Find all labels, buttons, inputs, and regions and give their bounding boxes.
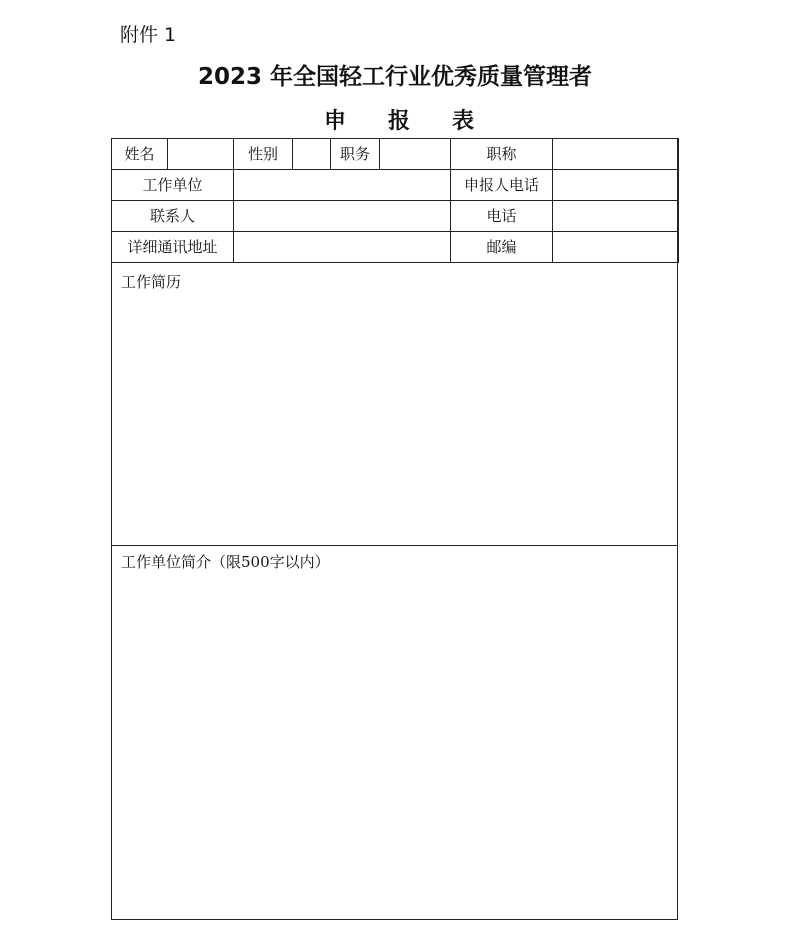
title-field[interactable]: [553, 139, 679, 170]
subtitle-char-3: 表: [451, 108, 474, 134]
table-row: [112, 170, 679, 201]
info-table: [111, 138, 679, 263]
employer-profile-section: [112, 546, 677, 919]
table-row: [112, 232, 679, 263]
subtitle-char-2: 报: [387, 108, 410, 134]
subtitle-char-1: 申: [324, 108, 347, 134]
employer-profile-field[interactable]: [112, 576, 677, 919]
name-field[interactable]: [168, 139, 234, 170]
application-form: [111, 138, 678, 920]
address-field[interactable]: [234, 232, 451, 263]
form-title: 2023 年全国轻工行业优秀质量管理者: [197, 64, 593, 90]
resume-field[interactable]: [112, 296, 677, 545]
title-label: 职称: [451, 139, 553, 170]
postcode-field[interactable]: [553, 232, 679, 263]
table-row: [112, 139, 679, 170]
employer-profile-label: 工作单位简介（限500字以内）: [121, 553, 330, 571]
gender-field[interactable]: [293, 139, 331, 170]
name-label: 姓名: [112, 139, 168, 170]
resume-label: 工作简历: [121, 273, 182, 291]
applicant-phone-label: 申报人电话: [451, 170, 553, 201]
position-field[interactable]: [380, 139, 451, 170]
attachment-label: 附件 1: [120, 24, 177, 46]
phone-label: 电话: [451, 201, 553, 232]
form-subtitle: [324, 102, 474, 136]
employer-label: 工作单位: [112, 170, 234, 201]
phone-field[interactable]: [553, 201, 679, 232]
resume-section: [112, 266, 677, 546]
gender-label: 性别: [234, 139, 293, 170]
applicant-phone-field[interactable]: [553, 170, 679, 201]
address-label: 详细通讯地址: [112, 232, 234, 263]
employer-field[interactable]: [234, 170, 451, 201]
contact-label: 联系人: [112, 201, 234, 232]
postcode-label: 邮编: [451, 232, 553, 263]
table-row: [112, 201, 679, 232]
contact-field[interactable]: [234, 201, 451, 232]
position-label: 职务: [331, 139, 380, 170]
